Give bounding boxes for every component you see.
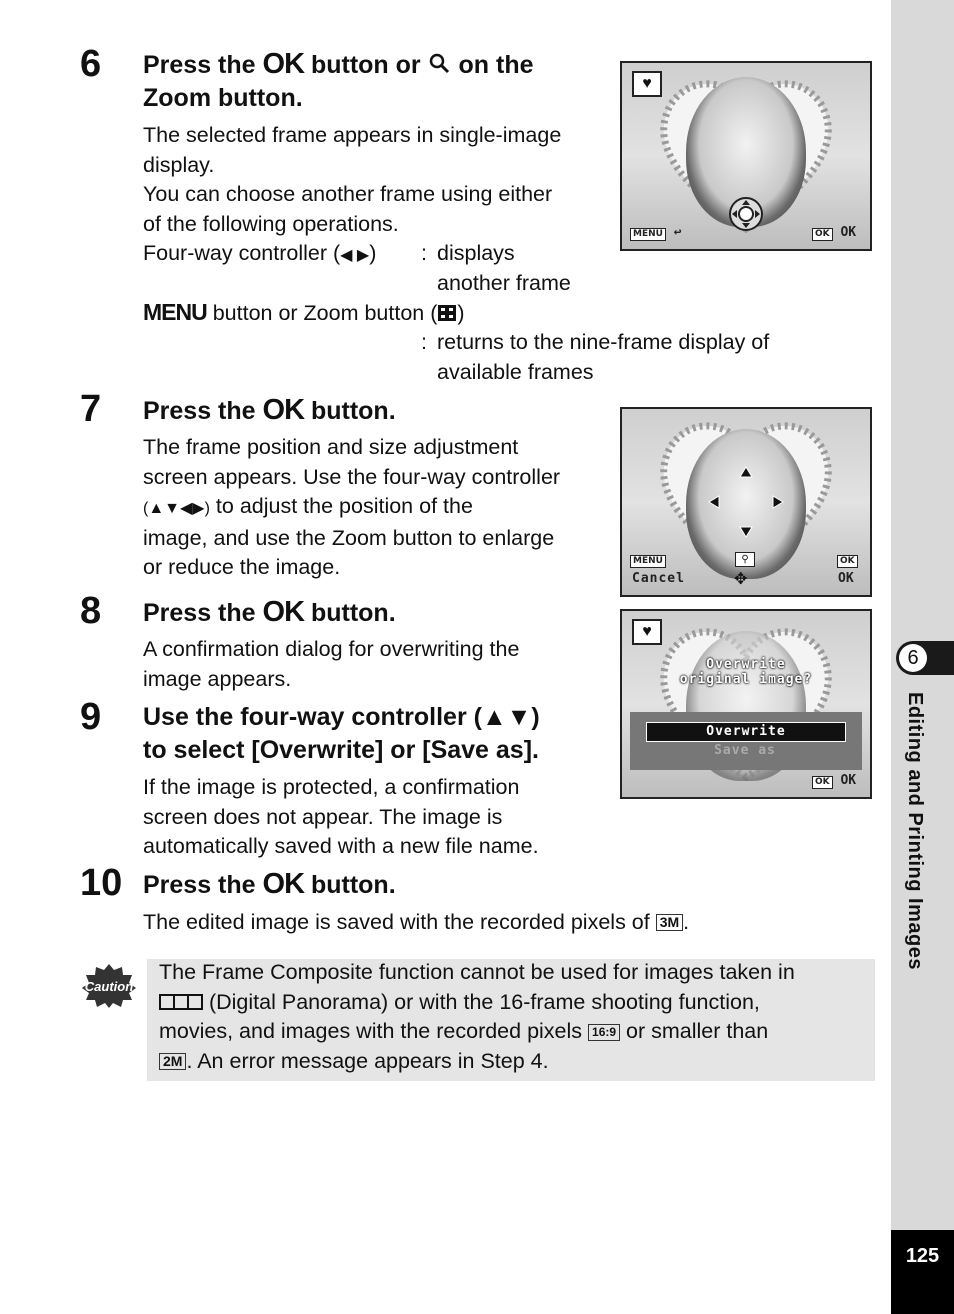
cancel-label: Cancel (632, 571, 685, 586)
menu-chip-area (630, 552, 666, 568)
step-9-number: 9 (80, 696, 102, 738)
step-10-number: 10 (80, 862, 123, 904)
op2-close: ) (457, 301, 465, 325)
ok-label: OK (840, 225, 857, 240)
body-line: or reduce the image. (143, 555, 341, 579)
step-10-title (143, 868, 396, 902)
body-line: of the following operations. (143, 211, 399, 236)
thumbnail-grid-icon (437, 304, 457, 322)
caution-line (159, 1047, 867, 1077)
step-8-title-part: button. (304, 599, 396, 627)
ok-hint (812, 773, 856, 789)
direction-arrows-icon (701, 457, 791, 547)
ok-hint (812, 225, 856, 241)
step-10-body-end: . (683, 910, 690, 934)
pixels-2m-icon: 2M (159, 1053, 186, 1070)
body-line: If the image is protected, a confirmation (143, 775, 520, 799)
dialog-line: original image? (679, 672, 813, 687)
step-9-title-line: to select [Overwrite] or [Save as]. (143, 736, 539, 764)
caution-line-text: movies, and images with the recorded pixels (159, 1019, 589, 1043)
step-7-title (143, 394, 396, 428)
step-7-body (143, 433, 613, 583)
zoom-chip-icon: ⚲ (735, 552, 755, 567)
step-7-title-part: button. (304, 397, 396, 425)
step-9-body (143, 773, 613, 862)
step-6-title-part: Press the (143, 51, 263, 79)
menu-chip: MENU (630, 555, 666, 568)
ok-chip: OK (812, 776, 833, 789)
menu-return-hint (630, 225, 682, 241)
ok-label: OK (838, 571, 854, 586)
caution-icon-label: Caution (84, 979, 134, 994)
ok-glyph: OK (262, 596, 305, 628)
menu-glyph: MENU (143, 299, 207, 325)
caution-icon (80, 962, 138, 1008)
caution-line-text: (Digital Panorama) or with the 16-frame shooting function, (203, 989, 760, 1014)
camera-screen-overwrite-dialog (620, 609, 872, 799)
zoom-magnifier-icon (428, 53, 452, 75)
body-line (143, 492, 613, 524)
op2-label (143, 298, 465, 329)
four-way-controller-icon (728, 196, 764, 232)
digital-panorama-icon (159, 993, 203, 1011)
camera-screen-frame-preview (620, 61, 872, 251)
step-10-body-text: The edited image is saved with the recorded pixels of (143, 910, 656, 934)
body-line: The selected frame appears in single-image (143, 123, 562, 147)
pixels-3m-icon: 3M (656, 914, 683, 931)
step-6-title (143, 48, 613, 115)
step-6-title-part: on the (451, 51, 534, 79)
body-line: screen appears. Use the four-way controller (143, 464, 561, 489)
option-save-as[interactable]: Save as (714, 743, 776, 758)
dialog-line: Overwrite (706, 657, 786, 672)
camera-screen-position-adjust (620, 407, 872, 597)
step-10-title-part: Press the (143, 871, 263, 899)
ok-chip: OK (837, 555, 858, 568)
step-7-number: 7 (80, 388, 102, 430)
body-line: You can choose another frame using either (143, 182, 553, 206)
step-8-body (143, 635, 613, 694)
chapter-number: 6 (899, 644, 927, 672)
step-8-title (143, 596, 396, 630)
step-8-number: 8 (80, 590, 102, 632)
option-overwrite[interactable]: Overwrite (646, 722, 846, 742)
body-line: The frame position and size adjustment (143, 435, 519, 459)
op1-desc-line: displays (437, 241, 515, 265)
ok-label: OK (840, 773, 857, 788)
step-8-title-part: Press the (143, 599, 263, 627)
body-line-text: to adjust the position of the (215, 494, 473, 518)
caution-line (159, 988, 867, 1018)
op1-label-text: Four-way controller ( (143, 241, 341, 265)
step-6-body (143, 121, 613, 239)
op1-description (437, 239, 571, 298)
op1-label (143, 239, 376, 271)
chapter-title: Editing and Printing Images (904, 692, 926, 970)
step-6-title-part: button or (304, 51, 428, 79)
menu-chip: MENU (630, 228, 666, 241)
body-line: screen does not appear. The image is (143, 804, 503, 829)
chapter-badge (896, 641, 954, 675)
ok-glyph: OK (262, 48, 305, 80)
dialog-message (622, 657, 870, 687)
op2-description (437, 328, 769, 387)
ok-chip-area (837, 552, 858, 568)
op2-label-text: button or Zoom button ( (206, 301, 438, 325)
body-line: image appears. (143, 666, 292, 691)
step-10-title-part: button. (304, 871, 396, 899)
ok-glyph: OK (262, 868, 305, 900)
caution-text (159, 958, 867, 1076)
step-6-title-line2: Zoom button. (143, 84, 303, 112)
caution-line-text: . An error message appears in Step 4. (186, 1048, 549, 1073)
step-10-body (143, 908, 689, 938)
pixels-16-9-icon: 16:9 (588, 1024, 620, 1041)
ok-chip: OK (812, 228, 833, 241)
four-way-arrows-icon: (▲▼◀▶) (143, 500, 210, 517)
step-7-title-part: Press the (143, 397, 263, 425)
left-right-arrows-icon: ◀ ▶ (340, 247, 370, 264)
step-9-title (143, 701, 613, 767)
body-line: A confirmation dialog for overwriting the (143, 637, 520, 661)
body-line: display. (143, 152, 215, 177)
op2-desc-line: returns to the nine-frame display of (437, 330, 770, 354)
caution-line: The Frame Composite function cannot be used for images taken in (159, 960, 795, 984)
move-cross-icon: ✥ (734, 571, 748, 588)
op2-colon: : (421, 330, 427, 354)
step-9-title-line: Use the four-way controller (▲▼) (143, 703, 540, 731)
ok-glyph: OK (262, 394, 305, 426)
page-number: 125 (891, 1230, 954, 1314)
op1-colon: : (421, 241, 427, 265)
op2-desc-line: available frames (437, 359, 594, 384)
heart-icon: ♥ (632, 619, 662, 645)
body-line: image, and use the Zoom button to enlarge (143, 525, 555, 550)
body-line: automatically saved with a new file name. (143, 834, 539, 858)
op1-desc-line: another frame (437, 270, 571, 295)
caution-line (159, 1017, 867, 1047)
op1-close: ) (369, 241, 377, 265)
heart-icon: ♥ (632, 71, 662, 97)
caution-line-text: or smaller than (620, 1019, 769, 1043)
step-6-number: 6 (80, 43, 102, 85)
return-arrow-icon: ↩ (673, 225, 682, 240)
